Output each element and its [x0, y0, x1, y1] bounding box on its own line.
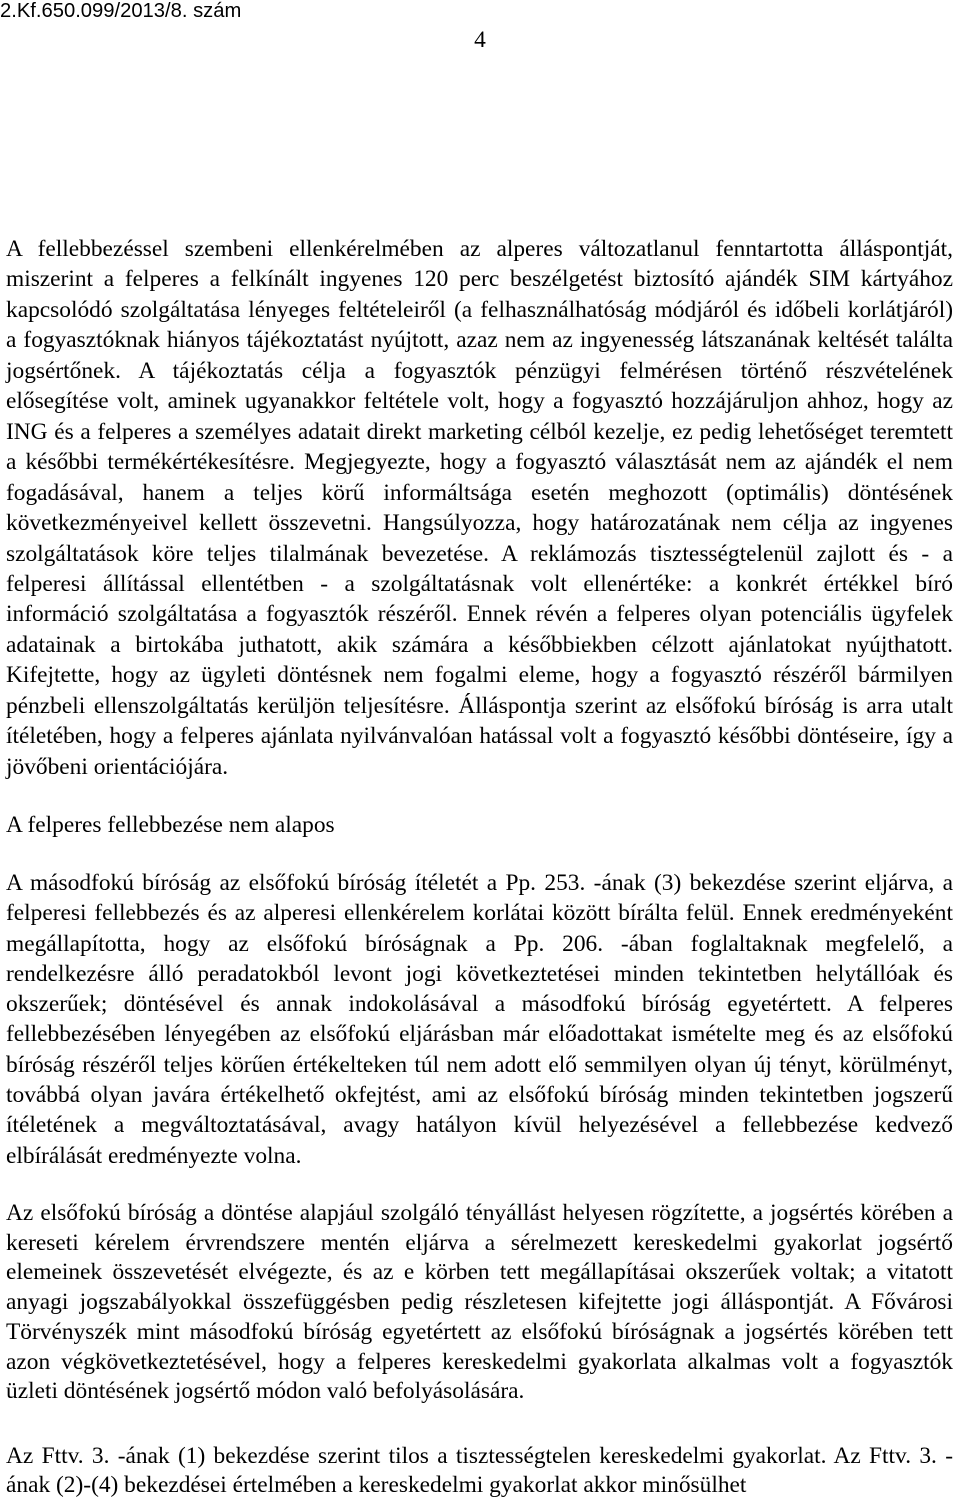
text-line: okszerűek; döntésével és annak indokolásával a másodfokú bíróság egyetértett. A felperes: [6, 991, 953, 1018]
text-line: elbírálását eredményezte volna.: [6, 1142, 302, 1169]
text-line: üzleti döntésének jogsértő módon való befolyásolására.: [6, 1378, 525, 1405]
text-line: a fogyasztóknak hiányos tájékoztatást nyújtott, azaz nem az ingyenesség látszanának keltését találta: [6, 327, 953, 354]
text-line: miszerint a felperes a felkínált ingyenes 120 perc beszélgetést biztosító ajándék SIM kártyához: [6, 266, 953, 293]
text-line: anyagi jogszabályokkal összefüggésben pedig részletesen kifejtette jogi álláspontját. A Fővárosi: [6, 1289, 953, 1316]
text-line: ítéletének a megváltoztatásával, avagy hatályon kívül helyezésével a fellebbezése kedvező: [6, 1112, 953, 1139]
text-line: azon végkövetkeztetésével, hogy a felperes kereskedelmi gyakorlata alkalmas volt a fogyasztók: [6, 1348, 953, 1375]
text-line: felperesi fellebbezés és az alperesi ellenkérelem korlátai között bírálta felül. Ennek eredményeként: [6, 900, 953, 927]
text-line: ának (2)-(4) bekezdései értelmében a kereskedelmi gyakorlat akkor minősülhet: [6, 1472, 747, 1498]
text-line: információ szolgáltatása a fogyasztók részéről. Ennek révén a felperes olyan potenciális ügyfelek: [6, 601, 953, 628]
text-line: a későbbi termékértékesítésre. Megjegyezte, hogy a fogyasztó választását nem az ajándék el nem: [6, 449, 953, 476]
text-line: jogsértőnek. A tájékoztatás célja a fogyasztók pénzügyi felmérésen történő részvételének: [6, 357, 953, 384]
text-line: adatainak a birtokába juthatott, akik számára a későbbiekben célzott ajánlatokat nyújthatott.: [6, 631, 953, 658]
text-line: elemeinek összevetését elvégezte, és az e körben tett megállapításai okszerűek voltak; a vitatott: [6, 1259, 953, 1286]
text-line: kapcsolódó szolgáltatása lényeges feltételeiről (a felhasználhatóság módjáról és időbeli korlátjáról): [6, 296, 953, 323]
text-line: rendelkezésre álló peradatokból levont jogi következtetései minden tekintetben helytállóak és: [6, 960, 953, 987]
text-line: Az elsőfokú bíróság a döntése alapjául szolgáló tényállást helyesen rögzítette, a jogsértés körében a: [6, 1200, 953, 1226]
text-line: Az Fttv. 3. -ának (1) bekezdése szerint tilos a tisztességtelen kereskedelmi gyakorlat. Az Fttv. 3. -: [6, 1443, 953, 1469]
text-line: A fellebbezéssel szembeni ellenkérelmében az alperes változatlanul fenntartotta álláspontját,: [6, 236, 953, 262]
paragraph-fttv-provisions: [6, 1442, 953, 1500]
text-line: továbbá olyan javára értékelhető okfejtést, ami az elsőfokú bíróság minden tekintetben jogszerű: [6, 1082, 953, 1109]
paragraph-appellee-counter-request: [6, 234, 953, 782]
text-line: bíróság részéről teljes körűen értékelteken túl nem adott elő semmilyen olyan új tényt, körülményt,: [6, 1051, 953, 1078]
text-line: ítéletében, hogy a felperes ajánlata nyilvánvalóan hatással volt a fogyasztó későbbi döntéseire, így a: [6, 723, 953, 750]
text-line: szolgáltatások köre teljes tilalmának bevezetése. A reklámozás tisztességtelenül zajlott és - a: [6, 540, 953, 567]
text-line: elősegítése volt, aminek ugyanakkor feltétele volt, hogy a fogyasztó hozzájáruljon ahhoz, hogy az: [6, 388, 953, 415]
text-line: pénzbeli ellenszolgáltatás kerüljön teljesítésre. Álláspontja szerint az elsőfokú bíróság is arra utalt: [6, 692, 953, 719]
text-line: Kifejtette, hogy az ügyleti döntésnek nem fogalmi eleme, hogy a fogyasztó részéről bármilyen: [6, 662, 953, 689]
text-line: jövőbeni orientációjára.: [6, 753, 229, 780]
text-line: fogadásával, hanem a teljes körű informáltsága esetén meghozott (optimális) döntésének: [6, 479, 953, 506]
text-line: felperesi állítással ellentétben - a szolgáltatásnak volt ellenértéke: a konkrét értékkel bíró: [6, 570, 953, 597]
text-line: kereseti kérelem érvrendszere mentén eljárva a sérelmezett kereskedelmi gyakorlat jogsértő: [6, 1229, 953, 1256]
text-line: fellebbezésében lényegében az elsőfokú eljárásban már előadottakat ismételte meg és az elsőfokú: [6, 1021, 953, 1048]
paragraph-second-instance-review: [6, 868, 953, 1171]
page-number: 4: [474, 27, 486, 53]
text-line: megállapította, hogy az elsőfokú bíróságnak a Pp. 206. -ában foglaltaknak megfelelő, a: [6, 930, 953, 957]
paragraph-facts-assessment: [6, 1199, 953, 1407]
section-heading-text: A felperes fellebbezése nem alapos: [6, 812, 335, 838]
text-line: A másodfokú bíróság az elsőfokú bíróság ítéletét a Pp. 253. -ának (3) bekezdése szerint eljárva, a: [6, 870, 953, 896]
text-line: következményeivel kellett összevetni. Hangsúlyozza, hogy határozatának nem célja az ingyenes: [6, 510, 953, 537]
text-line: Törvényszék mint másodfokú bíróság egyetértett az elsőfokú bíróságnak a jogsértés körében tett: [6, 1318, 953, 1345]
text-line: ING és a felperes a személyes adatait direkt marketing célból kezelje, ez pedig lehetőséget teremtett: [6, 418, 953, 445]
section-heading: [6, 810, 953, 840]
case-number: 2.Kf.650.099/2013/8. szám: [0, 0, 242, 22]
